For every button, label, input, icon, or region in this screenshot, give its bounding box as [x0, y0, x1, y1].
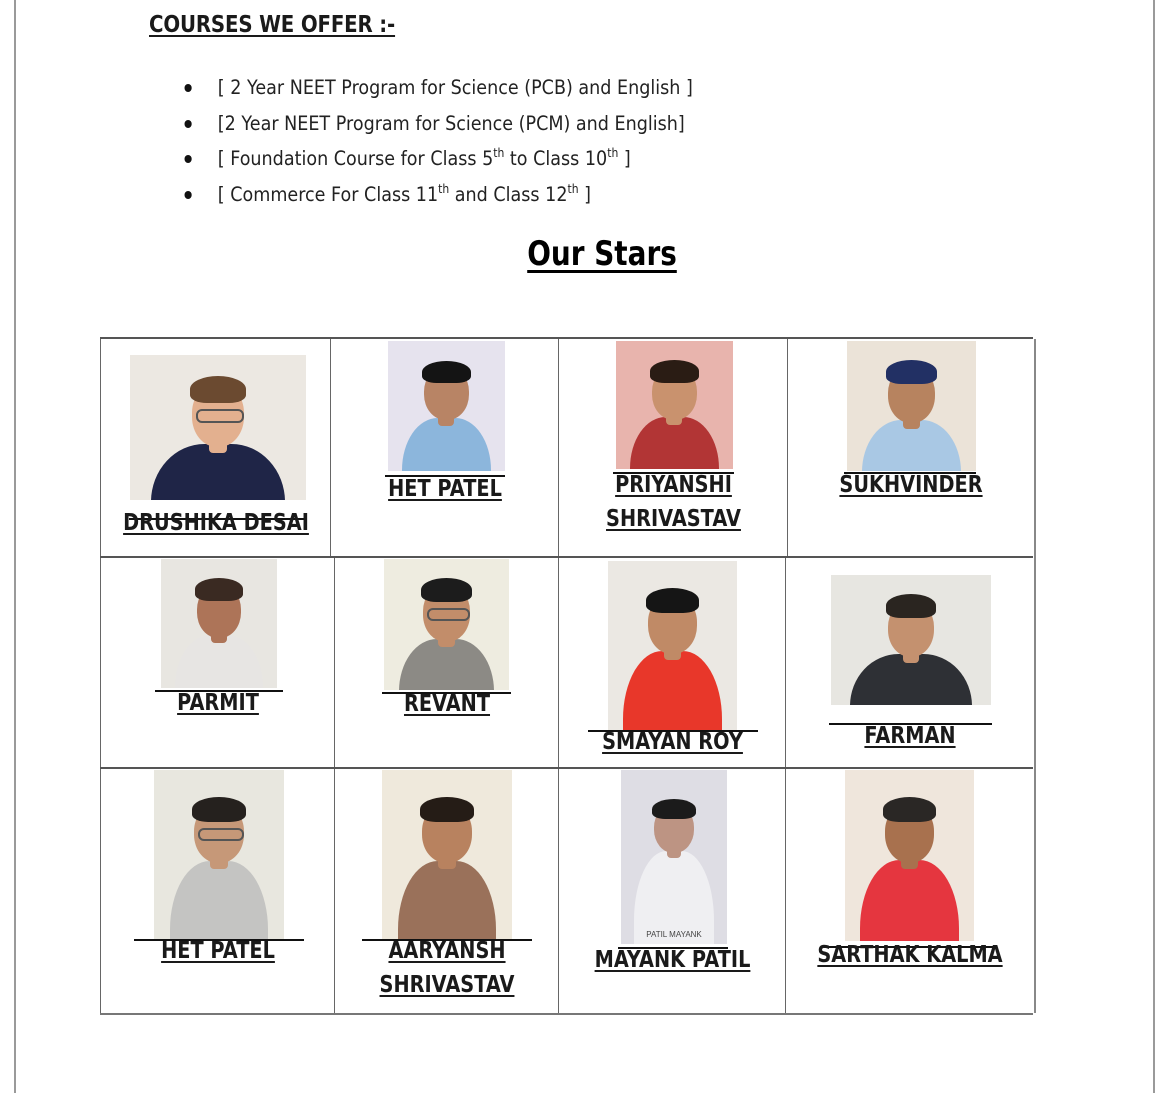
- star-cell: [785, 558, 1036, 769]
- stars-row: [100, 556, 1033, 769]
- course-text: [2 Year NEET Program for Science (PCM) and English]: [217, 111, 685, 135]
- student-name: SARTHAK KALMA: [817, 942, 1003, 968]
- student-photo: [130, 355, 306, 500]
- page-border-left: [14, 0, 16, 1093]
- student-photo: [616, 341, 733, 469]
- student-photo: [847, 341, 976, 471]
- stars-table: [100, 337, 1033, 1012]
- bullet-icon: [185, 84, 192, 92]
- star-cell: [558, 769, 786, 1013]
- student-photo: [831, 575, 991, 705]
- student-photo: [621, 770, 727, 944]
- student-photo: [154, 770, 284, 941]
- star-cell: [330, 339, 559, 558]
- bullet-icon: [185, 155, 192, 163]
- stars-row: [100, 337, 1033, 558]
- star-cell: [100, 769, 335, 1013]
- course-text: [ Commerce For Class 11th and Class 12th ]: [217, 181, 592, 206]
- student-photo: [845, 770, 974, 941]
- course-list: [180, 70, 750, 212]
- student-name: HET PATEL: [388, 476, 502, 502]
- course-item: [180, 70, 693, 106]
- student-name: DRUSHIKA DESAI: [123, 510, 309, 536]
- course-item: [180, 141, 693, 177]
- star-cell: [558, 558, 786, 769]
- student-name: SMAYAN ROY: [602, 729, 743, 755]
- student-photo: [161, 559, 277, 688]
- student-name: FARMAN: [864, 723, 956, 749]
- student-name: SUKHVINDER: [839, 472, 983, 498]
- student-name: AARYANSH SHRIVASTAV: [379, 938, 515, 998]
- student-name: MAYANK PATIL: [594, 947, 751, 973]
- student-photo: [388, 341, 505, 471]
- star-cell: [785, 769, 1036, 1013]
- star-cell: [787, 339, 1036, 558]
- student-name: REVANT: [403, 691, 491, 717]
- star-cell: [100, 339, 331, 558]
- student-photo: [382, 770, 512, 941]
- bullet-icon: [185, 120, 192, 128]
- course-text: [ 2 Year NEET Program for Science (PCB) and English ]: [217, 76, 693, 99]
- student-photo: [384, 559, 509, 690]
- photo-caption: PATIL MAYANK: [646, 930, 702, 939]
- stars-title: Our Stars: [527, 234, 677, 274]
- student-photo: [608, 561, 737, 731]
- student-name: PRIYANSHI SHRIVASTAV: [606, 472, 741, 532]
- courses-heading: COURSES WE OFFER :-: [149, 12, 396, 38]
- star-cell: [334, 769, 559, 1013]
- star-cell: [558, 339, 788, 558]
- stars-row: [100, 767, 1033, 1015]
- course-item: [180, 106, 693, 142]
- star-cell: [100, 558, 335, 769]
- student-name: PARMIT: [177, 690, 259, 716]
- course-text: [ Foundation Course for Class 5th to Class 10th ]: [217, 146, 631, 170]
- star-cell: [334, 558, 559, 769]
- student-name: HET PATEL: [161, 938, 275, 964]
- course-item: [180, 177, 693, 213]
- bullet-icon: [185, 191, 192, 199]
- page-border-right: [1153, 0, 1155, 1093]
